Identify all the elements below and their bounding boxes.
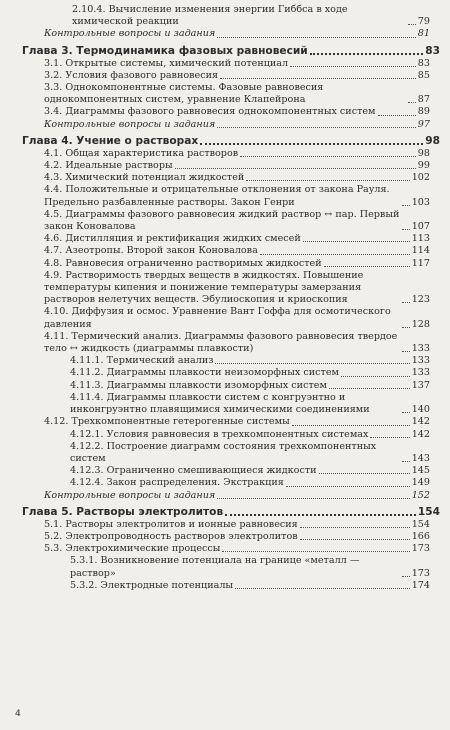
entry-page-number: 107 [411, 221, 430, 233]
entry-page-number: 97 [417, 118, 430, 130]
table-of-contents [22, 4, 440, 592]
entry-title: 4.4. Положительные и отрицательные отклонения от закона Рауля. Предельно разбавленные растворы. Закон Генри [44, 184, 390, 208]
entry-page-number: 133 [411, 343, 430, 355]
entry-title: 3.1. Открытые системы, химический потенциал [44, 57, 289, 69]
dot-leader [200, 143, 423, 145]
entry-title: Контрольные вопросы и задания [44, 489, 216, 501]
dot-leader [402, 461, 410, 462]
toc-entry [22, 392, 440, 416]
entry-title: 4.10. Диффузия и осмос. Уравнение Вант Гоффа для осмотического давления [44, 306, 391, 330]
toc-entry [22, 245, 440, 257]
entry-title: 3.3. Однокомпонентные системы. Фазовые равновесия однокомпонентных систем, уравнение Клапейрона [44, 82, 324, 106]
toc-entry [22, 531, 440, 543]
entry-title: 3.2. Условия фазового равновесия [44, 69, 219, 81]
entry-page-number: 83 [417, 57, 430, 69]
dot-leader [300, 539, 410, 540]
entry-title: 4.6. Дистилляция и ректификация жидких смесей [44, 233, 301, 245]
entry-title: Глава 5. Растворы электролитов [22, 505, 224, 518]
entry-title: 3.4. Диаграммы фазового равновесия однокомпонентных систем [44, 106, 376, 118]
toc-entry [22, 580, 440, 592]
entry-page-number: 133 [411, 355, 430, 367]
entry-title: 4.12.1. Условия равновесия в трехкомпонентных системах [70, 428, 369, 440]
toc-entry [22, 416, 440, 428]
entry-title: 4.12. Трехкомпонентные гетерогенные системы [44, 416, 290, 428]
dot-leader [225, 514, 416, 516]
entry-title: 5.3.1. Возникновение потенциала на границе «металл — раствор» [70, 555, 360, 579]
toc-entry [22, 367, 440, 379]
toc-entry [22, 184, 440, 208]
dot-leader [290, 66, 416, 67]
toc-entry [22, 58, 440, 70]
toc-entry [22, 160, 440, 172]
dot-leader [378, 115, 416, 116]
toc-entry [22, 465, 440, 477]
dot-leader [319, 473, 410, 474]
entry-page-number: 152 [411, 489, 430, 501]
entry-page-number: 142 [411, 416, 430, 428]
entry-page-number: 174 [411, 579, 430, 591]
entry-page-number: 98 [425, 134, 440, 147]
entry-title: 4.11. Термический анализ. Диаграммы фазового равновесия твердое тело ↔ жидкость (диаграммы плавкости) [44, 330, 398, 355]
review-questions-entry [22, 490, 440, 502]
entry-title: 4.12.2. Построение диаграмм состояния трехкомпонентных систем [70, 440, 377, 464]
toc-entry [22, 543, 440, 555]
dot-leader [324, 266, 410, 267]
dot-leader [402, 351, 410, 352]
entry-title: Глава 3. Термодинамика фазовых равновесий [22, 44, 308, 57]
entry-title: 4.3. Химический потенциал жидкостей [44, 172, 245, 184]
dot-leader [402, 576, 410, 577]
entry-title: 4.11.4. Диаграммы плавкости систем с конгруэнтно и инконгруэнтно плавящимися химическими соединениями [70, 391, 370, 416]
dot-leader [260, 254, 410, 255]
chapter-entry [22, 506, 440, 519]
dot-leader [175, 168, 416, 169]
dot-leader [402, 327, 410, 328]
dot-leader [341, 376, 410, 377]
entry-title: 4.8. Равновесия ограниченно растворимых жидкостей [44, 257, 322, 269]
entry-title: 4.12.3. Ограниченно смешивающиеся жидкости [70, 465, 317, 477]
entry-page-number: 103 [411, 196, 430, 208]
entry-page-number: 145 [411, 465, 430, 477]
toc-entry [22, 331, 440, 355]
entry-page-number: 154 [417, 505, 440, 518]
review-questions-entry [22, 28, 440, 40]
dot-leader [235, 588, 410, 589]
entry-page-number: 149 [411, 477, 430, 489]
toc-entry [22, 82, 440, 106]
toc-entry [22, 270, 440, 307]
entry-title: 4.7. Азеотропы. Второй закон Коновалова [44, 245, 258, 257]
dot-leader [408, 24, 416, 25]
entry-page-number: 114 [411, 245, 430, 257]
entry-page-number: 133 [411, 367, 430, 379]
entry-page-number: 81 [417, 28, 430, 40]
entry-title: 4.1. Общая характеристика растворов [44, 147, 239, 159]
toc-entry [22, 209, 440, 233]
chapter-entry [22, 135, 440, 148]
entry-page-number: 87 [417, 94, 430, 106]
toc-entry [22, 441, 440, 465]
dot-leader [402, 302, 410, 303]
dot-leader [303, 241, 410, 242]
toc-entry [22, 555, 440, 579]
page-number: 4 [15, 709, 21, 719]
toc-entry [22, 233, 440, 245]
toc-entry [22, 106, 440, 118]
dot-leader [215, 363, 409, 364]
toc-entry [22, 258, 440, 270]
dot-leader [217, 37, 416, 38]
toc-entry [22, 380, 440, 392]
entry-title: 4.11.3. Диаграммы плавкости изоморфных систем [70, 379, 327, 391]
toc-entry [22, 4, 440, 28]
entry-page-number: 143 [411, 452, 430, 464]
toc-entry [22, 519, 440, 531]
entry-title: 5.1. Растворы электролитов и ионные равновесия [44, 518, 298, 530]
entry-title: Контрольные вопросы и задания [44, 28, 216, 40]
dot-leader [402, 229, 410, 230]
dot-leader [220, 78, 416, 79]
dot-leader [240, 156, 416, 157]
entry-page-number: 173 [411, 567, 430, 579]
dot-leader [246, 180, 409, 181]
toc-entry [22, 70, 440, 82]
entry-page-number: 128 [411, 318, 430, 330]
chapter-entry [22, 45, 440, 58]
entry-page-number: 117 [411, 257, 430, 269]
entry-page-number: 123 [411, 294, 430, 306]
entry-page-number: 85 [417, 69, 430, 81]
dot-leader [300, 527, 410, 528]
review-questions-entry [22, 119, 440, 131]
dot-leader [329, 388, 410, 389]
toc-entry [22, 172, 440, 184]
entry-page-number: 142 [411, 428, 430, 440]
toc-entry [22, 477, 440, 489]
entry-page-number: 137 [411, 379, 430, 391]
entry-page-number: 102 [411, 172, 430, 184]
toc-entry [22, 429, 440, 441]
entry-title: 4.9. Растворимость твердых веществ в жидкостях. Повышение температуры кипения и понижение температуры замерзания растворов нелетучих веществ. Эбулиоскопия и криоскопия [44, 269, 364, 306]
entry-title: 4.5. Диаграммы фазового равновесия жидкий раствор ↔ пар. Первый закон Коновалова [44, 208, 400, 233]
toc-entry [22, 148, 440, 160]
entry-page-number: 98 [417, 147, 430, 159]
dot-leader [286, 486, 410, 487]
dot-leader [370, 437, 409, 438]
dot-leader [222, 551, 409, 552]
entry-title: 2.10.4. Вычисление изменения энергии Гиббса в ходе химической реакции [72, 4, 348, 28]
entry-title: Глава 4. Учение о растворах [22, 134, 199, 147]
entry-page-number: 154 [411, 518, 430, 530]
dot-leader [292, 425, 410, 426]
dot-leader [310, 53, 424, 55]
entry-page-number: 113 [411, 233, 430, 245]
toc-entry [22, 306, 440, 330]
entry-title: 5.3. Электрохимические процессы [44, 543, 221, 555]
entry-page-number: 140 [411, 404, 430, 416]
dot-leader [402, 205, 410, 206]
dot-leader [402, 412, 410, 413]
entry-title: 5.2. Электропроводность растворов электролитов [44, 530, 298, 542]
dot-leader [217, 127, 416, 128]
entry-page-number: 83 [425, 44, 440, 57]
entry-title: 4.2. Идеальные растворы [44, 160, 173, 172]
entry-title: Контрольные вопросы и задания [44, 118, 216, 130]
entry-title: 4.11.1. Термический анализ [70, 355, 214, 367]
entry-page-number: 79 [417, 16, 430, 28]
toc-entry [22, 355, 440, 367]
entry-page-number: 166 [411, 530, 430, 542]
entry-title: 4.12.4. Закон распределения. Экстракция [70, 477, 284, 489]
entry-title: 5.3.2. Электродные потенциалы [70, 579, 234, 591]
dot-leader [217, 498, 409, 499]
entry-page-number: 89 [417, 106, 430, 118]
entry-page-number: 99 [417, 160, 430, 172]
entry-title: 4.11.2. Диаграммы плавкости неизоморфных систем [70, 367, 339, 379]
dot-leader [408, 102, 416, 103]
entry-page-number: 173 [411, 543, 430, 555]
